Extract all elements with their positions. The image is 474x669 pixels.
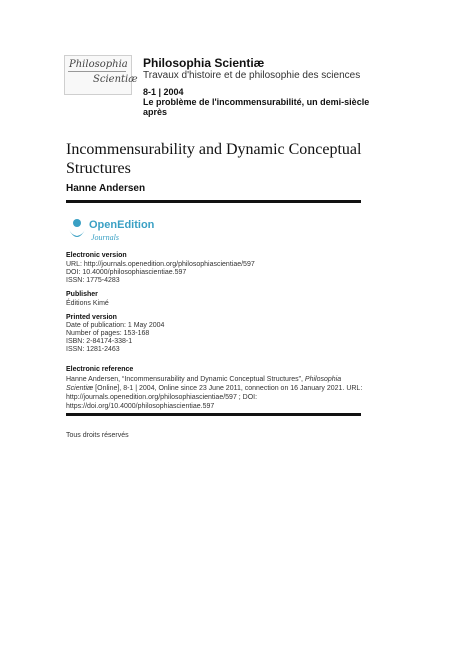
top-divider xyxy=(66,200,361,203)
electronic-version-url[interactable]: URL: http://journals.openedition.org/philosophiascientiae/597 xyxy=(66,261,255,268)
openedition-name: OpenEdition xyxy=(89,219,155,231)
electronic-version-doi: DOI: 10.4000/philosophiascientiae.597 xyxy=(66,269,187,276)
logo-text-line1: Philosophia xyxy=(69,59,128,70)
article-title xyxy=(66,140,386,178)
issue-title: Le problème de l'incommensurabilité, un demi-siècle après xyxy=(143,97,370,117)
bottom-divider xyxy=(66,413,361,416)
electronic-reference-heading: Electronic reference xyxy=(66,366,134,373)
issue-number: 8-1 | 2004 xyxy=(143,87,184,97)
journal-logo xyxy=(64,55,138,95)
reference-part1: Hanne Andersen, “Incommensurability and Dynamic Conceptual Structures”, xyxy=(66,376,305,383)
electronic-version-heading: Electronic version xyxy=(66,252,127,259)
article-title-line2: Structures xyxy=(66,160,131,177)
author-name: Hanne Andersen xyxy=(66,183,146,194)
openedition-journals: Journals xyxy=(91,233,119,242)
journal-subtitle: Travaux d'histoire et de philosophie des sciences xyxy=(143,70,361,81)
publisher-heading: Publisher xyxy=(66,291,98,298)
reference-journal: Philosophia Scientiæ xyxy=(66,376,342,392)
article-title-line1: Incommensurability and Dynamic Conceptual xyxy=(66,141,362,158)
electronic-version-issn: ISSN: 1775-4283 xyxy=(66,277,120,284)
printed-version-pages: Number of pages: 153-168 xyxy=(66,330,150,337)
logo-text-line2: Scientiæ xyxy=(93,74,138,85)
electronic-reference-text xyxy=(66,375,366,411)
reference-part2[interactable]: [Online], 8-1 | 2004, Online since 23 June 2011, connection on 16 January 2021. URL: http://journals.openedition.org/philosophiascientiae/597 ; DOI: https://doi.org/10.4000/philosophiascientiae.597 xyxy=(66,385,363,410)
rights-notice: Tous droits réservés xyxy=(66,432,129,439)
publisher-name: Éditions Kimé xyxy=(66,300,109,307)
printed-version-isbn: ISBN: 2-84174-338-1 xyxy=(66,338,133,345)
printed-version-heading: Printed version xyxy=(66,314,117,321)
printed-version-issn: ISSN: 1281-2463 xyxy=(66,346,120,353)
openedition-icon xyxy=(66,218,88,244)
journal-title: Philosophia Scientiæ xyxy=(143,56,265,70)
printed-version-date: Date of publication: 1 May 2004 xyxy=(66,322,165,329)
logo-divider xyxy=(68,71,126,72)
